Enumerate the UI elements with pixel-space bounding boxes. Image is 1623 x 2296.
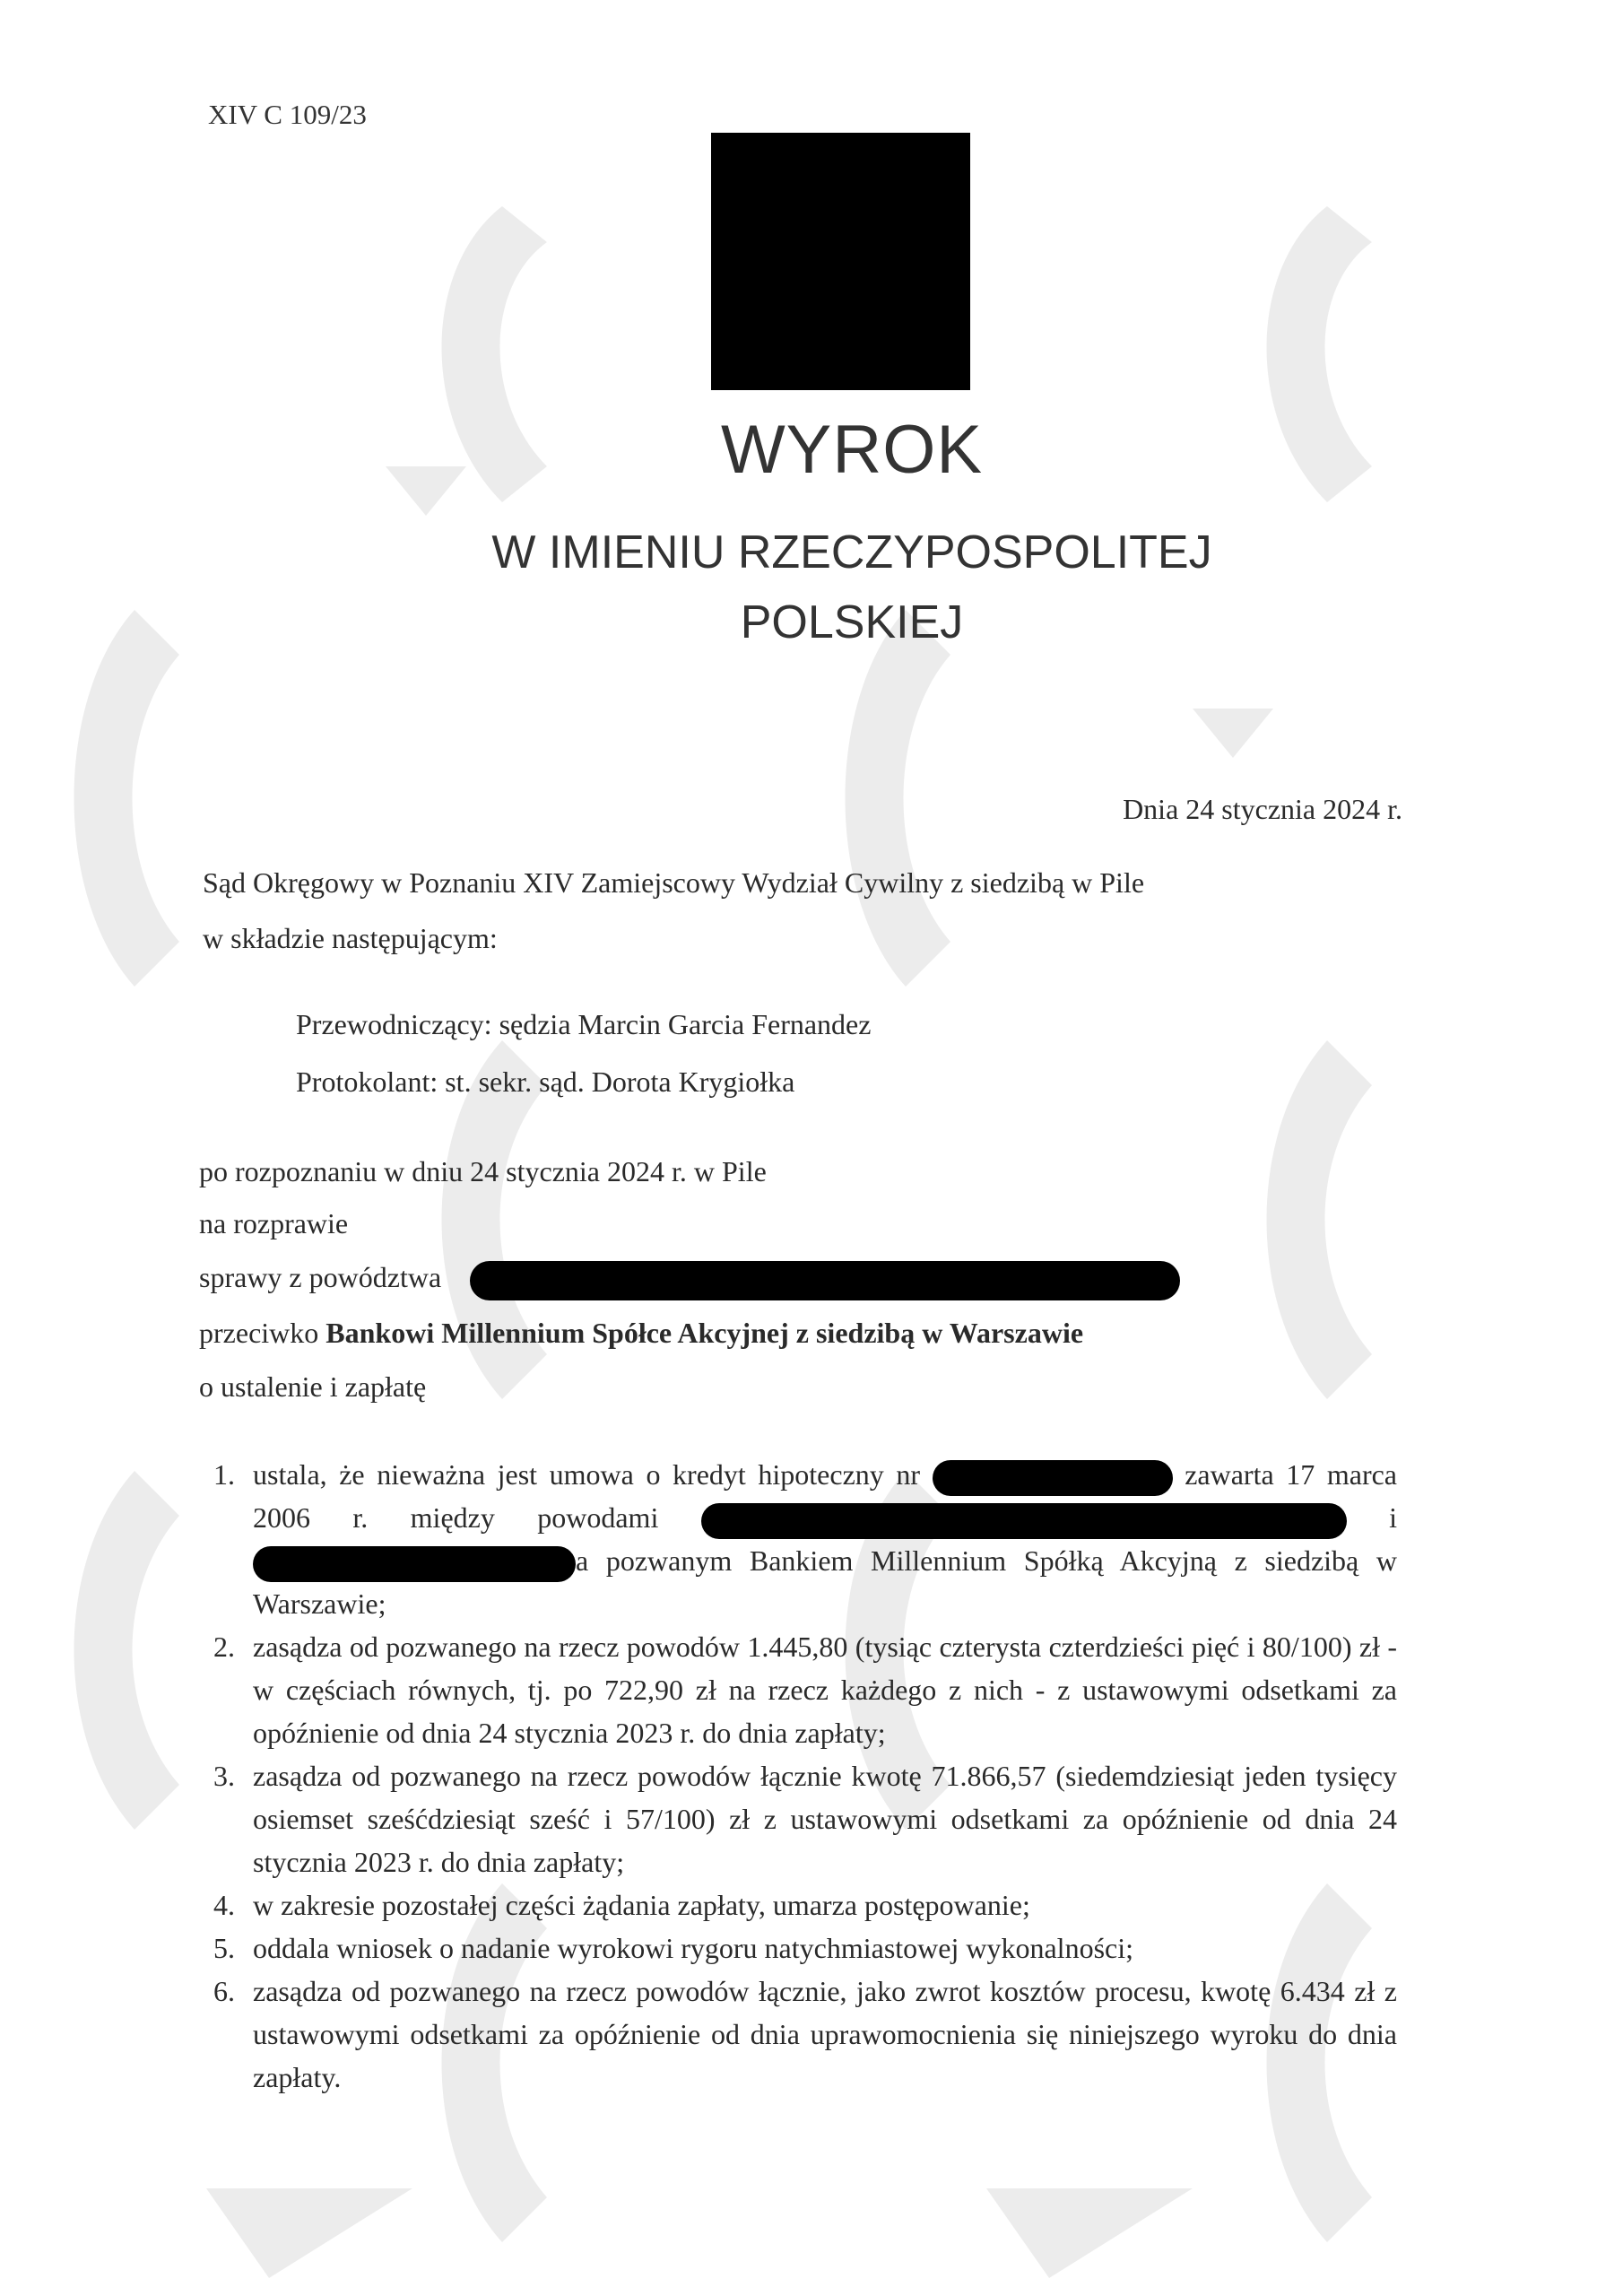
judgment-date: Dnia 24 stycznia 2024 r. xyxy=(1123,793,1402,825)
redacted-claimant-second xyxy=(253,1546,576,1582)
ruling-item xyxy=(213,1970,1397,2099)
case-subject: o ustalenie i zapłatę xyxy=(199,1370,427,1403)
redacted-claimants xyxy=(701,1503,1347,1539)
defendant-name: Bankowi Millennium Spółce Akcyjnej z siedzibą w Warszawie xyxy=(325,1317,1084,1349)
ruling-item xyxy=(213,1453,1397,1625)
ruling-text: oddala wniosek o nadanie wyrokowi rygoru natychmiastowej wykonalności; xyxy=(253,1932,1133,1964)
court-name: Sąd Okręgowy w Poznaniu XIV Zamiejscowy Wydział Cywilny z siedzibą w Pile xyxy=(203,866,1145,899)
ruling-text: zasądza od pozwanego na rzecz powodów 1.445,80 (tysiąc czterysta czterdzieści pięć i 80/100) zł - w częściach równych, tj. po 722,90 zł na rzecz każdego z nich - z ustawowymi odsetkami za opóźnienie od dnia 24 stycznia 2023 r. do dnia zapłaty; xyxy=(253,1631,1397,1749)
ruling-number: 3. xyxy=(213,1760,235,1792)
ruling-number: 6. xyxy=(213,1975,235,2007)
redacted-claimant xyxy=(470,1261,1180,1300)
ruling-text: zasądza od pozwanego na rzecz powodów łącznie kwotę 71.866,57 (siedemdziesiąt jeden tysięcy osiemset sześćdziesiąt sześć i 57/100) zł z ustawowymi odsetkami za opóźnienie od dnia 24 stycznia 2023 r. do dnia zapłaty; xyxy=(253,1760,1397,1878)
document-subtitle-line2: POLSKIEJ xyxy=(740,596,964,648)
ruling-number: 2. xyxy=(213,1631,235,1663)
presiding-judge: Przewodniczący: sędzia Marcin Garcia Fernandez xyxy=(296,1008,872,1040)
ruling-item xyxy=(213,1883,1397,1926)
ruling-text-part: a pozwanym Bankiem Millennium Spółką Akcyjną z siedzibą w Warszawie; xyxy=(253,1544,1397,1620)
defendant-line xyxy=(199,1317,1083,1350)
ruling-number: 4. xyxy=(213,1889,235,1921)
redacted-emblem xyxy=(711,133,970,390)
claimant-line xyxy=(199,1261,441,1294)
ruling-text-part: i xyxy=(1389,1501,1398,1534)
ruling-text-part: ustala, że nieważna jest umowa o kredyt hipoteczny nr xyxy=(253,1458,921,1491)
document-title: WYROK xyxy=(720,412,984,488)
hearing-type: na rozprawie xyxy=(199,1207,349,1239)
ruling-number: 1. xyxy=(213,1458,235,1491)
ruling-item xyxy=(213,1625,1397,1754)
ruling-text: w zakresie pozostałej części żądania zapłaty, umarza postępowanie; xyxy=(253,1889,1030,1921)
rulings-list xyxy=(213,1453,1397,2099)
ruling-text: zasądza od pozwanego na rzecz powodów łącznie, jako zwrot kosztów procesu, kwotę 6.434 zł z ustawowymi odsetkami za opóźnienie od dnia uprawomocnienia się niniejszego wyroku do dnia zapłaty. xyxy=(253,1975,1397,2093)
against-prefix: przeciwko xyxy=(199,1317,319,1349)
court-composition-intro: w składzie następującym: xyxy=(203,922,498,954)
ruling-item xyxy=(213,1754,1397,1883)
hearing-date-line: po rozpoznaniu w dniu 24 stycznia 2024 r. w Pile xyxy=(199,1155,767,1187)
redacted-contract-number xyxy=(933,1460,1173,1496)
ruling-item xyxy=(213,1926,1397,1970)
case-signature: XIV C 109/23 xyxy=(208,99,367,130)
document-subtitle-line1: W IMIENIU RZECZYPOSPOLITEJ xyxy=(491,526,1212,578)
ruling-text-part: zawarta 17 marca 2006 r. między powodami xyxy=(253,1458,1398,1534)
claimant-prefix: sprawy z powództwa xyxy=(199,1261,442,1293)
court-clerk: Protokolant: st. sekr. sąd. Dorota Krygiołka xyxy=(296,1065,795,1098)
ruling-number: 5. xyxy=(213,1932,235,1964)
ruling-text xyxy=(253,1453,1397,1625)
